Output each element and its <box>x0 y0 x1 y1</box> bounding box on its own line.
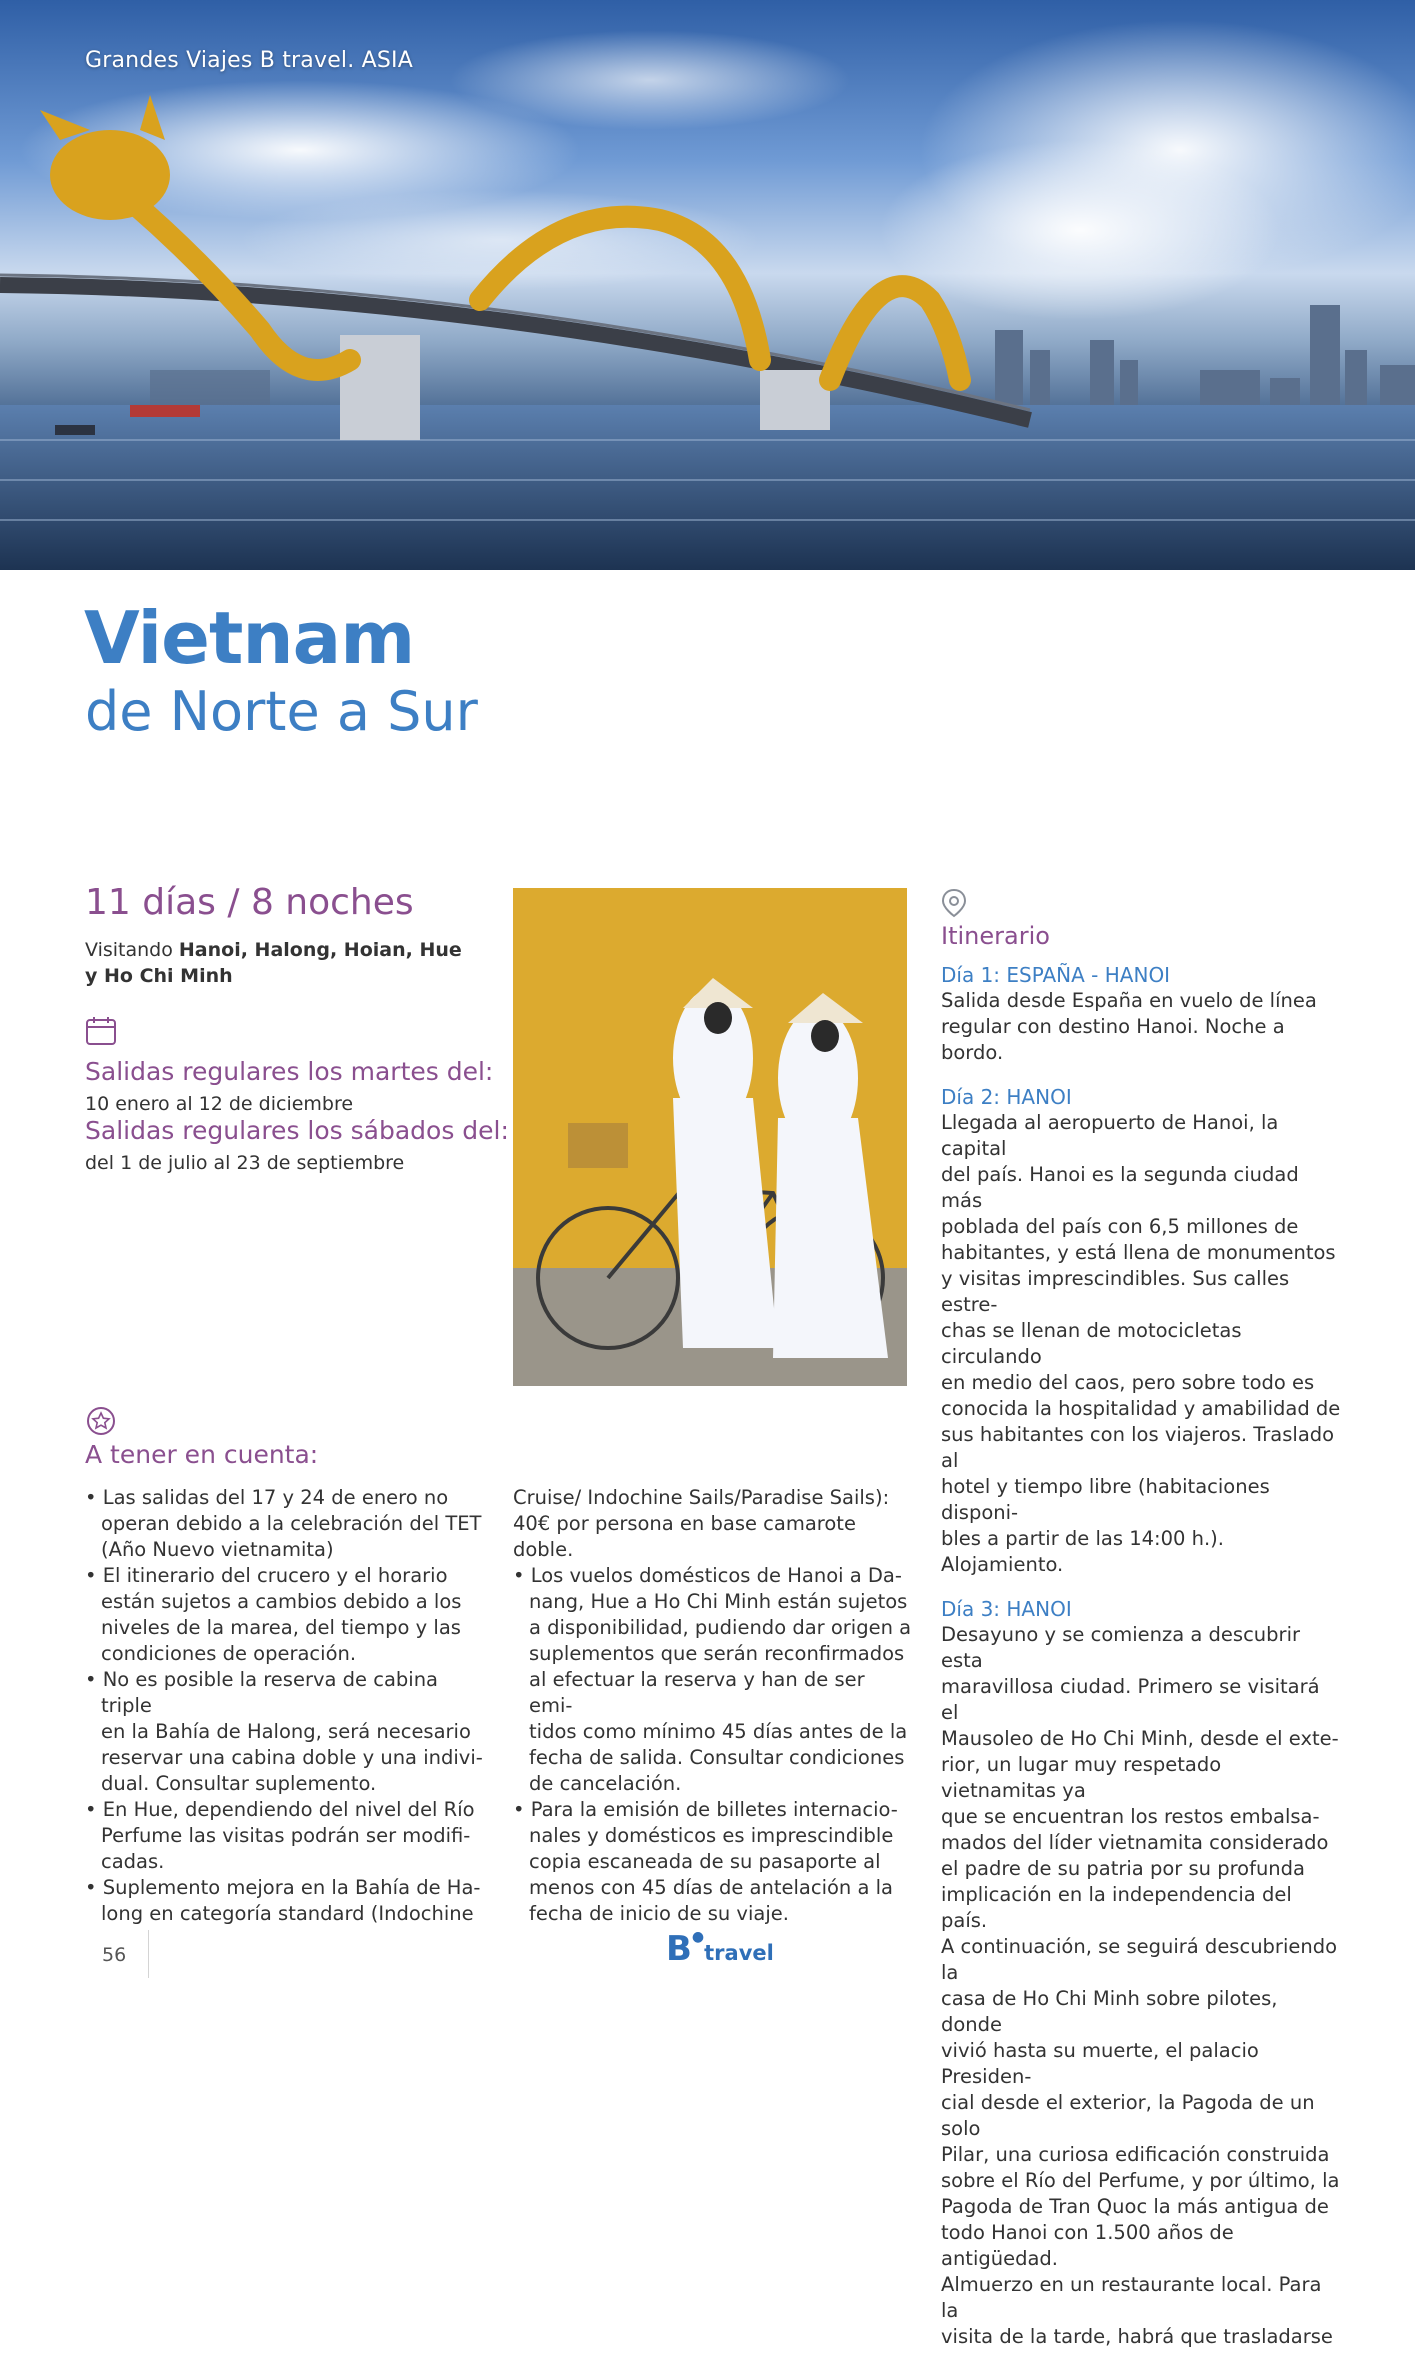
day-text-line: Mausoleo de Ho Chi Minh, desde el exte- <box>941 1727 1339 1750</box>
departures-tuesday-dates: 10 enero al 12 de diciembre <box>85 1093 354 1115</box>
day-title: Día 2: HANOI <box>941 1085 1072 1109</box>
note-item: • No es posible la reserva de cabina triple en la Bahía de Halong, será necesario reservar una cabina doble y una indivi- dual. Consultar suplemento. <box>85 1667 485 1797</box>
map-pin-icon <box>941 888 967 922</box>
day-text-line: poblada del país con 6,5 millones de <box>941 1215 1299 1238</box>
logo-letter: B <box>666 1929 692 1969</box>
day-text-line: del país. Hanoi es la segunda ciudad más <box>941 1163 1299 1212</box>
visiting-label: Visitando <box>85 939 173 961</box>
day-text-line: el padre de su patria por su profunda <box>941 1857 1305 1880</box>
page-subtitle: de Norte a Sur <box>85 680 478 743</box>
section-tag: Grandes Viajes B travel. ASIA <box>85 48 413 73</box>
departures-saturday-dates: del 1 de julio al 23 de septiembre <box>85 1152 405 1174</box>
trip-duration: 11 días / 8 noches <box>85 882 414 923</box>
day-text-line: Pagoda de Tran Quoc la más antigua de <box>941 2195 1329 2218</box>
note-item: • El itinerario del crucero y el horario están sujetos a cambios debido a los niveles de la marea, del tiempo y las condiciones de operación. <box>85 1563 485 1667</box>
departures-saturday-heading: Salidas regulares los sábados del: <box>85 1116 509 1145</box>
day-text-line: todo Hanoi con 1.500 años de antigüedad. <box>941 2221 1234 2270</box>
notes-heading: A tener en cuenta: <box>85 1440 319 1469</box>
itinerary-day <box>941 962 1341 1066</box>
note-item: • Suplemento mejora en la Bahía de Ha- long en categoría standard (Indochine <box>85 1875 485 1927</box>
day-text-line: maravillosa ciudad. Primero se visitará el <box>941 1675 1320 1724</box>
visiting-places-line1: Hanoi, Halong, Hoian, Hue <box>178 939 462 961</box>
day-text-line: vivió hasta su muerte, el palacio Presiden- <box>941 2039 1259 2088</box>
departures-tuesday-heading: Salidas regulares los martes del: <box>85 1057 494 1086</box>
itinerary-day <box>941 1596 1341 2350</box>
day-text-line: habitantes, y está llena de monumentos <box>941 1241 1336 1264</box>
note-item: • En Hue, dependiendo del nivel del Río Perfume las visitas podrán ser modifi- cadas. <box>85 1797 485 1875</box>
day-text-line: implicación en la independencia del país. <box>941 1883 1292 1932</box>
note-item: • Los vuelos domésticos de Hanoi a Da- nang, Hue a Ho Chi Minh están sujetos a disponibilidad, pudiendo dar origen a suplementos que serán reconfirmados al efectuar la reserva y han de ser emi- tidos como mínimo 45 días antes de la fecha de salida. Consultar condiciones de cancelación. <box>513 1563 913 1797</box>
photo-women-bicycle <box>513 888 907 1386</box>
day-text-line: Llegada al aeropuerto de Hanoi, la capital <box>941 1111 1279 1160</box>
visiting-places <box>85 937 485 989</box>
note-item: • Las salidas del 17 y 24 de enero no operan debido a la celebración del TET (Año Nuevo vietnamita) <box>85 1485 485 1563</box>
day-text-line: visita de la tarde, habrá que trasladarse <box>941 2325 1333 2348</box>
itinerary-day <box>941 1084 1341 1578</box>
day-text-line: sus habitantes con los viajeros. Traslado al <box>941 1423 1335 1472</box>
logo-dot-icon: ● <box>691 1929 705 1945</box>
day-text-line: conocida la hospitalidad y amabilidad de <box>941 1397 1341 1420</box>
day-text-line: chas se llenan de motocicletas circulando <box>941 1319 1242 1368</box>
day-text-line: sobre el Río del Perfume, y por último, la <box>941 2169 1340 2192</box>
btravel-logo <box>666 1929 774 1969</box>
visiting-places-line2: y Ho Chi Minh <box>85 965 233 987</box>
day-text-line: Almuerzo en un restaurante local. Para la <box>941 2273 1322 2322</box>
page-title: Vietnam <box>84 596 415 680</box>
calendar-icon <box>85 1015 117 1051</box>
day-text-line: y visitas imprescindibles. Sus calles estre- <box>941 1267 1290 1316</box>
day-text-line: cial desde el exterior, la Pagoda de un solo <box>941 2091 1315 2140</box>
day-text-line: Desayuno y se comienza a descubrir esta <box>941 1623 1300 1672</box>
star-badge-icon <box>85 1405 117 1441</box>
note-item: • Para la emisión de billetes internacio- nales y domésticos es imprescindible copia escaneada de su pasaporte al menos con 45 días de antelación a la fecha de inicio de su viaje. <box>513 1797 913 1927</box>
day-text-line: Salida desde España en vuelo de línea <box>941 989 1317 1012</box>
logo-text: travel <box>704 1941 774 1965</box>
day-title: Día 1: ESPAÑA - HANOI <box>941 963 1171 987</box>
day-text-line: en medio del caos, pero sobre todo es <box>941 1371 1315 1394</box>
day-text-line: casa de Ho Chi Minh sobre pilotes, donde <box>941 1987 1278 2036</box>
day-text-line: hotel y tiempo libre (habitaciones disponi- <box>941 1475 1270 1524</box>
day-text-line: bles a partir de las 14:00 h.). Alojamiento. <box>941 1527 1224 1576</box>
note-item-continued: Cruise/ Indochine Sails/Paradise Sails): 40€ por persona en base camarote doble. <box>513 1486 890 1561</box>
day-title: Día 3: HANOI <box>941 1597 1072 1621</box>
itinerary-days <box>941 962 1341 2368</box>
itinerary-heading: Itinerario <box>941 922 1050 950</box>
notes-column-1 <box>85 1485 485 1927</box>
day-text-line: mados del líder vietnamita considerado <box>941 1831 1329 1854</box>
notes-column-2 <box>513 1485 913 1927</box>
day-text-line: Pilar, una curiosa edificación construida <box>941 2143 1330 2166</box>
hero-photo-dragon-bridge <box>0 0 1415 570</box>
day-text-line: A continuación, se seguirá descubriendo la <box>941 1935 1338 1984</box>
day-text-line: regular con destino Hanoi. Noche a bordo. <box>941 1015 1285 1064</box>
day-text-line: rior, un lugar muy respetado vietnamitas ya <box>941 1753 1222 1802</box>
footer-divider <box>148 1930 149 1978</box>
hero-illustration <box>0 0 1415 570</box>
day-text-line: que se encuentran los restos embalsa- <box>941 1805 1320 1828</box>
page-number: 56 <box>102 1944 127 1966</box>
